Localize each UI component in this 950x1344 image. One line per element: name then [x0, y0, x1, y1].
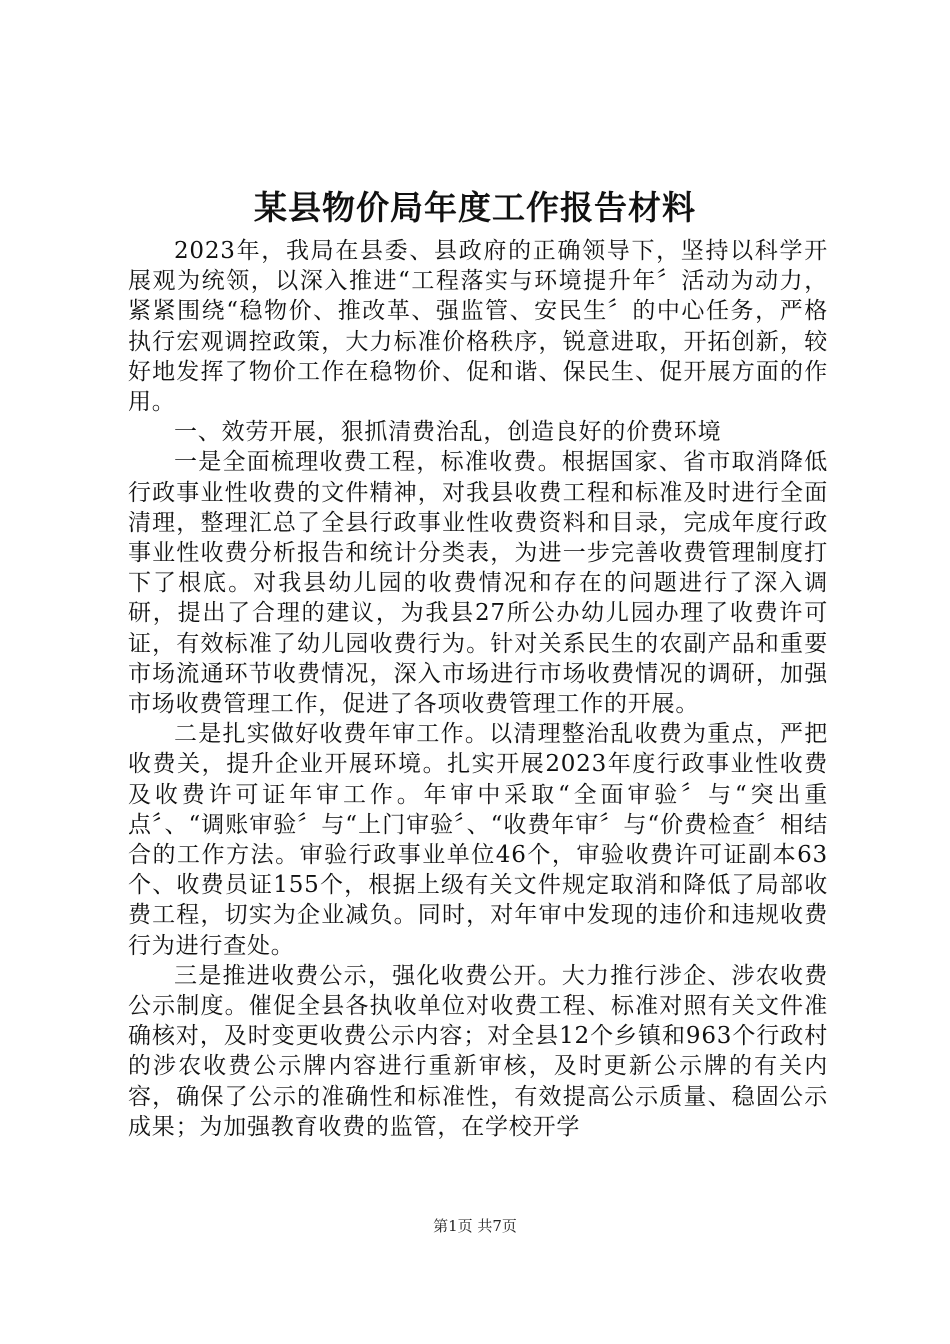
paragraph-intro: 2023年，我局在县委、县政府的正确领导下，坚持以科学开展观为统领，以深入推进“工程落实与环境提升年〞活动为动力，紧紧围绕“稳物价、推改革、强监管、安民生〞的中心任务，严格执行宏观调控政策，大力标准价格秩序，锐意进取，开拓创新，较好地发挥了物价工作在稳物价、促和谐、保民生、促开展方面的作用。	[128, 238, 828, 416]
paragraph-item-3: 三是推进收费公示，强化收费公开。大力推行涉企、涉农收费公示制度。催促全县各执收单位对收费工程、标准对照有关文件准确核对，及时变更收费公示内容；对全县12个乡镇和963个行政村的涉农收费公示牌内容进行重新审核，及时更新公示牌的有关内容，确保了公示的准确性和标准性，有效提高公示质量、稳固公示成果；为加强教育收费的监管，在学校开学	[128, 962, 828, 1140]
section-heading-1: 一、效劳开展，狠抓清费治乱，创造良好的价费环境	[174, 419, 722, 446]
document-title: 某县物价局年度工作报告材料	[254, 188, 696, 227]
paragraph-item-2: 二是扎实做好收费年审工作。以清理整治乱收费为重点，严把收费关，提升企业开展环境。扎实开展2023年度行政事业性收费及收费许可证年审工作。年审中采取“全面审验〞与“突出重点〞、“调账审验〞与“上门审验〞、“收费年审〞与“价费检查〞相结合的工作方法。审验行政事业单位46个，审验收费许可证副本63个、收费员证155个，根据上级有关文件规定取消和降低了局部收费工程，切实为企业减负。同时，对年审中发现的违价和违规收费行为进行查处。	[128, 721, 828, 959]
document-body	[128, 236, 828, 1142]
paragraph-item-1: 一是全面梳理收费工程，标准收费。根据国家、省市取消降低行政事业性收费的文件精神，对我县收费工程和标准及时进行全面清理，整理汇总了全县行政事业性收费资料和目录，完成年度行政事业性收费分析报告和统计分类表，为进一步完善收费管理制度打下了根底。对我县幼儿园的收费情况和存在的问题进行了深入调研，提出了合理的建议，为我县27所公办幼儿园办理了收费许可证，有效标准了幼儿园收费行为。针对关系民生的农副产品和重要市场流通环节收费情况，深入市场进行市场收费情况的调研，加强市场收费管理工作，促进了各项收费管理工作的开展。	[128, 449, 828, 718]
page-footer: 第1页 共7页	[433, 1217, 517, 1235]
